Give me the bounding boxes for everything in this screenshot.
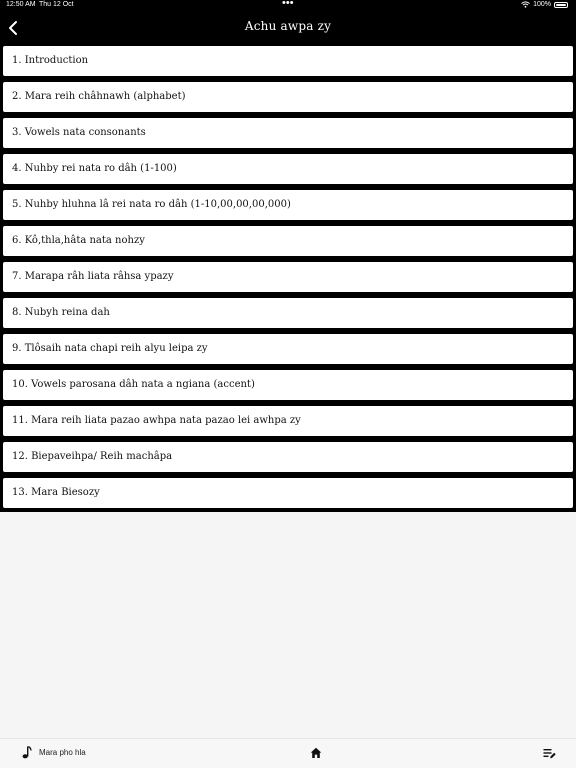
lesson-item[interactable]: 2. Mara reih châhnawh (alphabet) xyxy=(3,82,573,112)
lesson-list xyxy=(0,44,576,512)
tab-bar xyxy=(0,738,576,768)
lesson-item[interactable]: 9. Tlôsaih nata chapi reih alyu leipa zy xyxy=(3,334,573,364)
battery-icon xyxy=(554,2,568,8)
tab-music-label: Mara pho hla xyxy=(39,748,86,757)
playlist-edit-icon[interactable] xyxy=(543,748,556,759)
navigation-bar xyxy=(0,12,576,44)
lesson-item[interactable]: 5. Nuhby hluhna lâ rei nata ro dâh (1-10,00,00,00,000) xyxy=(3,190,573,220)
multitasking-dots[interactable]: ••• xyxy=(282,0,294,9)
status-date: Thu 12 Oct xyxy=(39,1,74,8)
music-note-icon xyxy=(22,746,32,759)
home-icon[interactable] xyxy=(310,747,322,759)
page-title: Achu awpa zy xyxy=(244,19,332,33)
status-right xyxy=(521,1,568,8)
lesson-item[interactable]: 6. Kô,thla,hâta nata nohzy xyxy=(3,226,573,256)
lesson-item[interactable]: 8. Nubyh reina dah xyxy=(3,298,573,328)
status-time: 12:50 AM xyxy=(6,1,36,8)
lesson-item[interactable]: 10. Vowels parosana dâh nata a ngiana (accent) xyxy=(3,370,573,400)
status-bar xyxy=(0,0,576,12)
battery-percent: 100% xyxy=(533,1,551,8)
lesson-item[interactable]: 4. Nuhby rei nata ro dâh (1-100) xyxy=(3,154,573,184)
lesson-item[interactable]: 1. Introduction xyxy=(3,46,573,76)
wifi-icon xyxy=(521,1,530,8)
tab-music[interactable] xyxy=(22,746,86,759)
lesson-item[interactable]: 11. Mara reih liata pazao awhpa nata pazao lei awhpa zy xyxy=(3,406,573,436)
lesson-item[interactable]: 12. Biepaveihpa/ Reih machâpa xyxy=(3,442,573,472)
lesson-item[interactable]: 7. Marapa râh liata râhsa ypazy xyxy=(3,262,573,292)
lesson-item[interactable]: 3. Vowels nata consonants xyxy=(3,118,573,148)
lesson-item[interactable]: 13. Mara Biesozy xyxy=(3,478,573,508)
